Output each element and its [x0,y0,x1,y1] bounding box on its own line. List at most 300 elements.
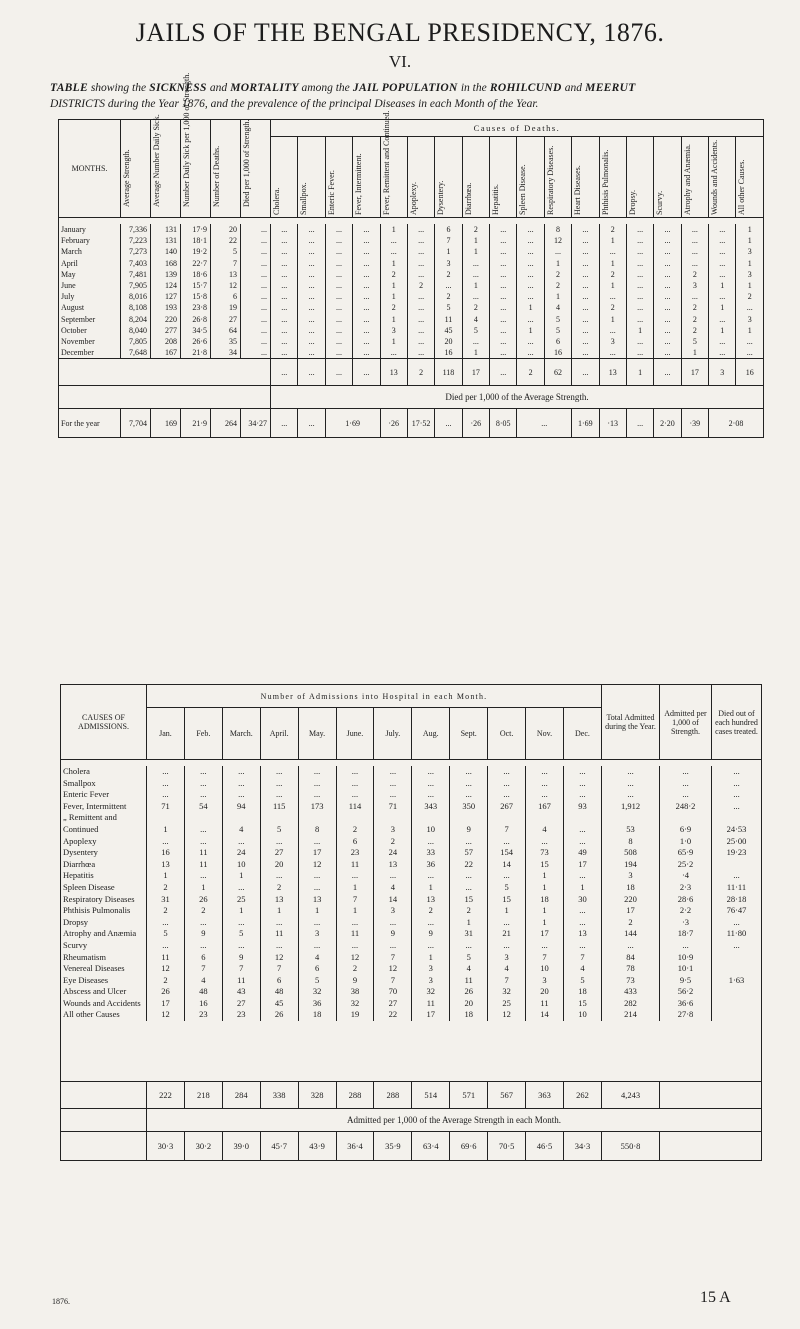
table-cell: ... [271,347,298,359]
table-cell: 2 [736,291,764,302]
table-cell: 19·2 [181,246,211,257]
per1000-cell: 36·4 [336,1132,374,1161]
cause-label: Hepatitis [61,870,147,882]
table-cell: ... [260,940,298,952]
page-title: JAILS OF THE BENGAL PRESIDENCY, 1876. [135,18,665,47]
total-admitted-header: Total Admitted during the Year. [602,685,660,760]
table-cell: 5 [563,975,601,987]
cause-header [709,137,736,218]
table-cell: ... [526,940,564,952]
table-cell: 5 [260,824,298,836]
table-cell: 7,273 [121,246,151,257]
table-cell: 11 [336,928,374,940]
table-cell: 1 [412,952,450,964]
table-cell: 26 [260,1009,298,1021]
died-cell [712,952,762,964]
month-label: October [59,325,121,336]
table-cell: 3 [298,928,336,940]
total-cell: 17 [681,359,708,386]
table-cell: ... [325,314,352,325]
died-cell: ... [712,801,762,813]
died-caption-row [59,386,764,409]
table-cell: 22 [374,1009,412,1021]
table-cell: 1 [450,917,488,929]
table-cell: 131 [151,224,181,235]
table-cell: 127 [151,291,181,302]
table-cell: 1 [412,882,450,894]
table-cell: 17 [298,847,336,859]
table-cell: ... [563,905,601,917]
table-cell: 2 [147,882,185,894]
table-cell: ... [336,778,374,790]
table-cell: ... [184,824,222,836]
table-cell: 7,223 [121,235,151,246]
col-header: Average Strength. [122,148,131,207]
died-cell: ... [712,766,762,778]
month-header: Sept. [450,708,488,760]
table-cell: ... [147,917,185,929]
table-cell: ... [298,917,336,929]
table-cell: 12 [374,963,412,975]
table-cell: ... [450,836,488,848]
table-cell: 54 [184,801,222,813]
total-cell: 508 [602,847,660,859]
table-cell: 1 [517,325,544,336]
cause-header [572,137,599,218]
table-cell: ... [490,347,517,359]
cause-header-label: Wounds and Accidents. [710,139,719,215]
month-label: June [59,280,121,291]
table-cell: 2 [544,269,571,280]
table-row [59,258,764,269]
table-cell: ... [374,870,412,882]
table-cell: ... [412,870,450,882]
cause-header [462,137,489,218]
table-row [61,986,762,998]
table-cell: ... [353,302,380,313]
year-row [59,409,764,438]
table-cell: 1 [709,280,736,291]
table-cell: 3 [736,246,764,257]
table-cell: 7,648 [121,347,151,359]
table-cell: ... [260,789,298,801]
cause-label: Dysentery [61,847,147,859]
total-cell: ... [654,359,681,386]
table-cell: 12 [544,235,571,246]
year-cause-cell: ... [271,409,298,438]
table-cell: 19 [211,302,241,313]
table-cell: 1 [709,325,736,336]
table-cell [336,812,374,824]
table-cell: 17 [412,1009,450,1021]
table-row [59,269,764,280]
table-cell: ... [517,258,544,269]
table-cell: 26·6 [181,336,211,347]
table-cell: ... [147,836,185,848]
table-cell: ... [222,789,260,801]
table-cell: ... [450,789,488,801]
table-cell: ... [572,291,599,302]
table-cell: 12 [147,1009,185,1021]
table-cell: ... [517,336,544,347]
totals-blank [61,1082,147,1109]
table-cell: ... [260,836,298,848]
table-cell: ... [407,235,434,246]
table-cell: ... [412,778,450,790]
causes-of-admissions-header: CAUSES OF ADMISSIONS. [61,685,147,760]
causes-of-deaths-header: Causes of Deaths. [271,120,764,137]
table-cell: ... [298,314,325,325]
year-cause-cell: ... [435,409,462,438]
total-cell: 18 [602,882,660,894]
total-cell: ... [602,789,660,801]
table-cell: 6 [298,963,336,975]
cause-label: Spleen Disease [61,882,147,894]
year-cause-cell: ... [517,409,572,438]
table-cell: ... [626,314,653,325]
table-cell: 1 [147,824,185,836]
table-cell: 8 [298,824,336,836]
total-cell: ... [325,359,352,386]
table-cell: 2 [681,314,708,325]
table-cell: ... [572,235,599,246]
table-cell: ... [572,269,599,280]
table-cell: 1 [599,314,626,325]
table-cell: 10 [563,1009,601,1021]
table-cell: ... [353,246,380,257]
cause-header [517,137,544,218]
table-cell: 19 [336,1009,374,1021]
table-cell: 2 [336,963,374,975]
table-row [61,998,762,1010]
table-cell: 7 [374,975,412,987]
table-cell: ... [450,870,488,882]
cause-header-label: Diarrhœa. [463,182,473,215]
table-cell: ... [681,258,708,269]
table-cell: ... [336,766,374,778]
table-cell: 10 [222,859,260,871]
table-cell: 7 [260,963,298,975]
total-cell: 17 [462,359,489,386]
table-cell: ... [626,291,653,302]
table-cell: ... [407,291,434,302]
cause-header-label: Fever, Remittent and Continued. [381,110,391,215]
per1000-cell: 30·3 [147,1132,185,1161]
total-cell: 1,912 [602,801,660,813]
table-cell: 3 [374,824,412,836]
cause-label: Scurvy [61,940,147,952]
table-cell: 20 [526,986,564,998]
per1000-cell: ... [660,789,712,801]
table-row [61,824,762,836]
table-cell: ... [572,246,599,257]
table-cell: ... [222,778,260,790]
table-cell: 7 [563,952,601,964]
table-cell: ... [336,789,374,801]
table-cell: ... [626,269,653,280]
year-cause-cell: 2·20 [654,409,681,438]
table-cell: ... [298,269,325,280]
table-cell: ... [488,778,526,790]
table-cell: ... [147,789,185,801]
table-cell: 1 [336,882,374,894]
table-cell: ... [271,302,298,313]
per1000-cell: 70·5 [488,1132,526,1161]
table-cell [412,812,450,824]
totals-row [59,359,764,386]
table-cell: ... [517,291,544,302]
table-cell [260,812,298,824]
table-cell: ... [298,940,336,952]
table-cell: ... [184,778,222,790]
table-cell: 2 [336,824,374,836]
table-cell: ... [241,224,271,235]
table-cell: ... [353,269,380,280]
total-cell: 220 [602,894,660,906]
table-cell: ... [298,280,325,291]
cause-header-label: Spleen Disease. [518,164,528,215]
cause-header [544,137,571,218]
table-cell: ... [488,789,526,801]
table-cell: 9 [450,824,488,836]
table-cell: ... [490,269,517,280]
table-cell: 2 [407,280,434,291]
table-cell: ... [490,224,517,235]
table-cell: ... [184,940,222,952]
table-cell: 48 [260,986,298,998]
table-cell: 8 [544,224,571,235]
total-cell: ... [271,359,298,386]
table-cell: ... [298,224,325,235]
table-cell: ... [271,235,298,246]
table-cell: 13 [260,894,298,906]
table-cell: ... [325,246,352,257]
table-cell: 173 [298,801,336,813]
table-cell: ... [184,870,222,882]
table-cell: 2 [450,905,488,917]
table-cell: ... [526,836,564,848]
total-cell: 288 [374,1082,412,1109]
table-cell: 6 [184,952,222,964]
table-row [61,905,762,917]
total-cell: 1 [626,359,653,386]
table-cell: 25 [222,894,260,906]
table-cell: ... [380,235,407,246]
table-cell: 5 [435,302,462,313]
table-cell: ... [241,246,271,257]
table-cell: 13 [147,859,185,871]
table-cell: ... [709,347,736,359]
table-cell: ... [490,314,517,325]
table-cell: 18 [450,1009,488,1021]
table-cell: ... [626,258,653,269]
table-cell: 6 [544,336,571,347]
table-cell: 18 [563,986,601,998]
table-cell: ... [563,824,601,836]
table-row [61,1009,762,1021]
table-cell: 1 [526,870,564,882]
table-cell: ... [222,917,260,929]
table-cell: ... [599,347,626,359]
table-cell: 2 [380,269,407,280]
table-cell: 27 [260,847,298,859]
col-header: Number Daily Sick per 1,000 of Strength. [182,72,191,207]
table-cell: ... [488,766,526,778]
table-row [61,940,762,952]
table-row [61,789,762,801]
table-row [61,870,762,882]
table-cell: ... [241,302,271,313]
table-cell: ... [526,778,564,790]
table-cell: 4 [450,963,488,975]
table-cell: 2 [462,302,489,313]
table-cell: ... [260,870,298,882]
table-cell: ... [626,235,653,246]
page-number: 15 A [700,1289,731,1306]
table-cell: 193 [151,302,181,313]
cause-header-label: Heart Diseases. [573,165,583,215]
year-cause-cell: ·39 [681,409,708,438]
table-cell: ... [260,766,298,778]
table-cell: ... [353,347,380,359]
per1000-cell: 56·2 [660,986,712,998]
table-cell: ... [654,235,681,246]
died-cell: 1·63 [712,975,762,987]
cause-header [681,137,708,218]
cause-header [271,137,298,218]
cause-label: Continued [61,824,147,836]
table-cell: ... [490,336,517,347]
table-cell: ... [462,269,489,280]
table-cell: 57 [450,847,488,859]
table-cell: 25 [488,998,526,1010]
table-cell: 15 [526,859,564,871]
table-cell: ... [325,224,352,235]
table-cell: ... [412,917,450,929]
table-row [59,302,764,313]
table-cell: 1 [626,325,653,336]
table-cell: ... [654,291,681,302]
died-cell [712,963,762,975]
table-cell: 13 [298,894,336,906]
table-cell: 36 [298,998,336,1010]
table-cell: ... [222,836,260,848]
table-cell: ... [626,336,653,347]
table-cell: 2 [380,302,407,313]
table-cell: 7 [336,894,374,906]
table-cell: ... [407,336,434,347]
table-cell: 11 [260,928,298,940]
table-cell: 5 [544,325,571,336]
table-cell: ... [681,246,708,257]
year-cause-cell: ·26 [380,409,407,438]
caption-blank [61,1109,147,1132]
table-cell: ... [572,302,599,313]
table-cell: 1 [544,291,571,302]
table-cell: 4 [544,302,571,313]
table-row [61,894,762,906]
month-label: August [59,302,121,313]
died-cell: ... [712,870,762,882]
caption-part: JAIL POPULATION [349,82,461,94]
table-cell: 4 [222,824,260,836]
table-cell: 3 [412,975,450,987]
table-cell: 1 [462,347,489,359]
gap-row [61,1021,762,1082]
year-cause-cell: ·26 [462,409,489,438]
table-cell: 3 [412,963,450,975]
total-cell: 13 [380,359,407,386]
cause-header-label: Smallpox. [299,182,309,215]
table-cell: 4 [563,963,601,975]
table-cell: ... [654,246,681,257]
table-cell: 3 [736,269,764,280]
table-cell: 131 [151,235,181,246]
table-cell: 15 [563,998,601,1010]
table-cell: 1 [462,280,489,291]
died-per-hundred-header: Died out of each hundred cases treated. [712,685,762,760]
table-cell: 2 [147,975,185,987]
table-cell: 2 [435,291,462,302]
table-cell: 208 [151,336,181,347]
total-cell: 144 [602,928,660,940]
total-cell: 3 [709,359,736,386]
table-cell: ... [298,836,336,848]
table-cell: 6 [260,975,298,987]
table-cell: 1 [526,905,564,917]
table-cell: 14 [488,859,526,871]
table-cell: 1 [681,347,708,359]
table-cell: 1 [222,905,260,917]
totals-filler [660,1082,762,1109]
cause-label: Apoplexy [61,836,147,848]
table-cell: ... [241,291,271,302]
table-cell: 27 [222,998,260,1010]
table-cell: ... [488,917,526,929]
table-cell: ... [462,336,489,347]
table-cell [222,812,260,824]
table-cell: 26 [147,986,185,998]
table-cell: 3 [526,975,564,987]
table-cell: 5 [222,928,260,940]
table-cell: ... [563,789,601,801]
table-cell: 167 [151,347,181,359]
total-cell: 17 [602,905,660,917]
table-cell: ... [374,778,412,790]
table-cell: ... [490,246,517,257]
table-cell: 1 [147,870,185,882]
per1000-cell: 248·2 [660,801,712,813]
table-cell: 267 [488,801,526,813]
table-cell: ... [241,235,271,246]
table-cell: ... [374,789,412,801]
col-header: Average Number Daily Sick. [152,113,161,207]
table-cell: 1 [599,258,626,269]
table-cell: ... [736,336,764,347]
per1000-cell: 43·9 [298,1132,336,1161]
per1000-cell: 18·7 [660,928,712,940]
table-cell: ... [407,347,434,359]
per1000-cell: 63·4 [412,1132,450,1161]
month-header: Nov. [526,708,564,760]
table-cell: 30 [563,894,601,906]
month-header: Aug. [412,708,450,760]
table-cell: ... [654,347,681,359]
died-cell: 11·80 [712,928,762,940]
total-cell: 2 [517,359,544,386]
month-label: February [59,235,121,246]
table-cell: ... [490,235,517,246]
